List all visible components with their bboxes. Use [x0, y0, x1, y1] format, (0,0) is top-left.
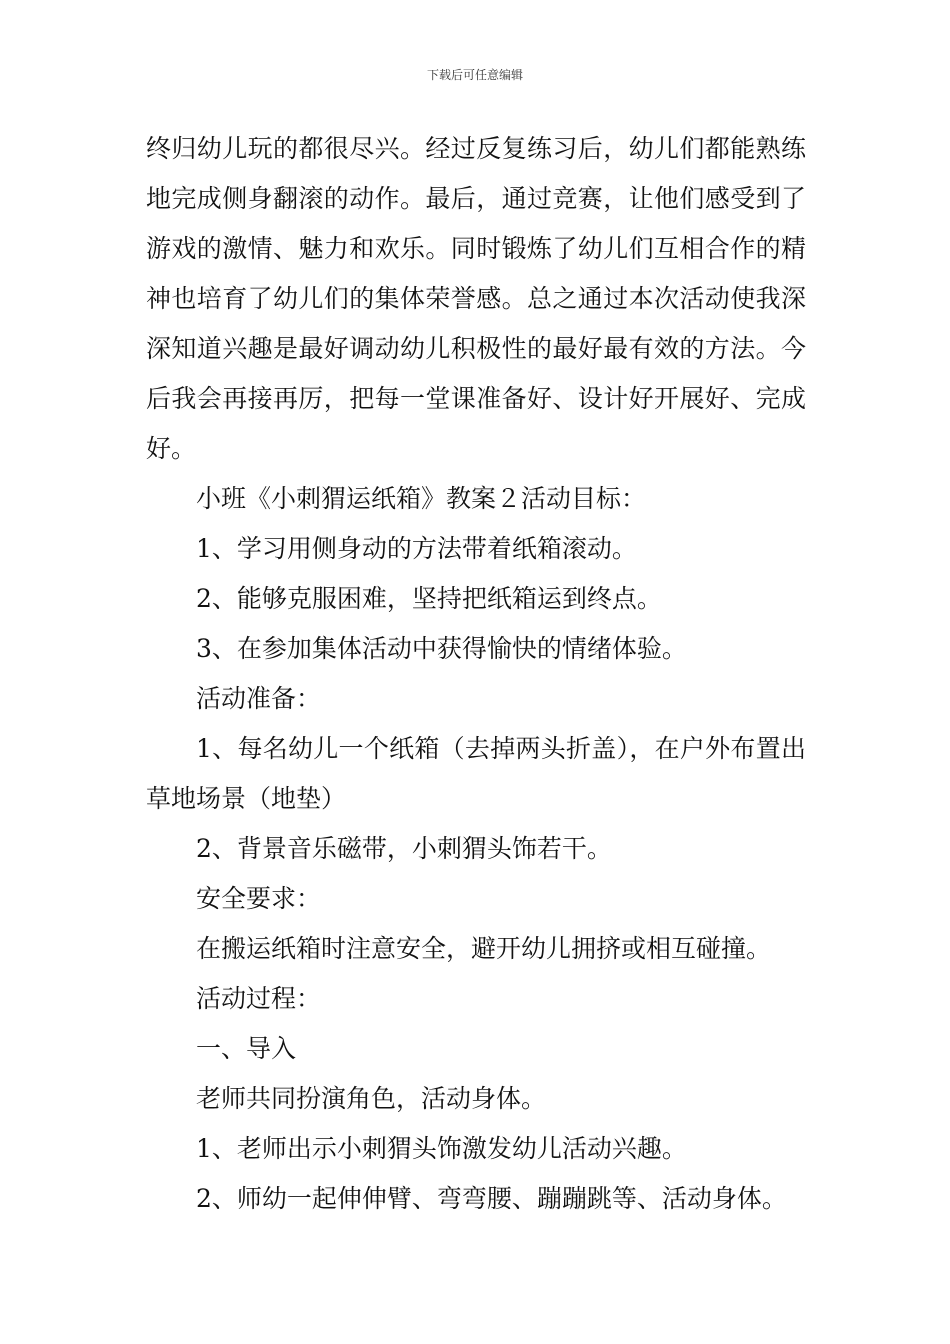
page-header: 下载后可任意编辑	[426, 68, 523, 82]
paragraph: 活动准备：	[196, 684, 322, 713]
paragraph: 一、导入	[196, 1034, 297, 1063]
paragraph: 安全要求：	[196, 884, 322, 913]
paragraph: 2、背景音乐磁带，小刺猬头饰若干。	[196, 834, 612, 863]
paragraph: 小班《小刺猬运纸箱》教案２活动目标：	[196, 484, 647, 513]
paragraph: 1、学习用侧身动的方法带着纸箱滚动。	[196, 534, 637, 563]
paragraph: 活动过程：	[196, 984, 322, 1013]
paragraph: 在搬运纸箱时注意安全，避开幼儿拥挤或相互碰撞。	[196, 934, 772, 963]
paragraph: 2、师幼一起伸伸臂、弯弯腰、蹦蹦跳等、活动身体。	[196, 1184, 787, 1213]
paragraph: 1、每名幼儿一个纸箱（去掉两头折盖），在户外布置出草地场景（地垫）	[146, 734, 806, 813]
document-body	[146, 124, 806, 1224]
paragraph: 终归幼儿玩的都很尽兴。经过反复练习后，幼儿们都能熟练地完成侧身翻滚的动作。最后，通过竞赛，让他们感受到了游戏的激情、魅力和欢乐。同时锻炼了幼儿们互相合作的精神也培育了幼儿们的集体荣誉感。总之通过本次活动使我深深知道兴趣是最好调动幼儿积极性的最好最有效的方法。今后我会再接再厉，把每一堂课准备好、设计好开展好、完成好。	[146, 134, 806, 463]
paragraph: 2、能够克服困难，坚持把纸箱运到终点。	[196, 584, 662, 613]
paragraph: 1、老师出示小刺猬头饰激发幼儿活动兴趣。	[196, 1134, 687, 1163]
paragraph: 老师共同扮演角色，活动身体。	[196, 1084, 547, 1113]
paragraph: 3、在参加集体活动中获得愉快的情绪体验。	[196, 634, 687, 663]
